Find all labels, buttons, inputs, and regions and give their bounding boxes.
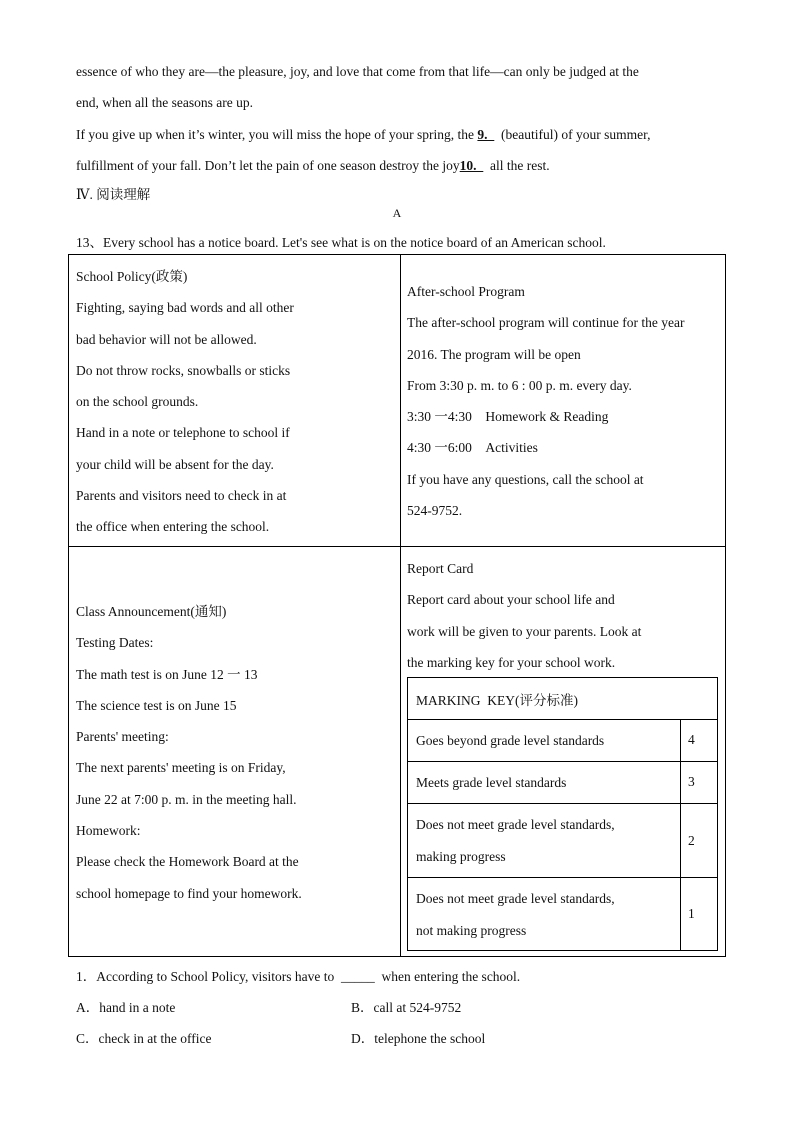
marking-key-table xyxy=(407,677,718,951)
announcement-line: June 22 at 7:00 p. m. in the meeting hall. xyxy=(76,791,297,807)
policy-line: Fighting, saying bad words and all other xyxy=(76,300,294,316)
marking-key-row xyxy=(408,719,717,761)
passage-text: If you give up when it’s winter, you will miss the hope of your spring, the xyxy=(76,127,478,142)
question-1-stem: 1．According to School Policy, visitors have to _____ when entering the school. xyxy=(76,969,521,984)
announcement-line: The next parents' meeting is on Friday, xyxy=(76,760,286,776)
marking-key-score: 4 xyxy=(688,732,695,747)
policy-line: your child will be absent for the day. xyxy=(76,456,274,472)
after-school-line: If you have any questions, call the school at xyxy=(407,471,644,487)
announcement-line: Testing Dates: xyxy=(76,635,154,651)
after-school-line: 524-9752. xyxy=(407,503,463,519)
announcement-line: school homepage to find your homework. xyxy=(76,885,302,901)
marking-key-row xyxy=(408,761,717,803)
policy-line: Parents and visitors need to check in at xyxy=(76,488,287,504)
marking-key-description: making progress xyxy=(416,848,506,864)
class-announcement-cell xyxy=(76,596,302,909)
after-school-cell xyxy=(407,276,685,526)
marking-key-divider xyxy=(680,878,681,950)
option-c[interactable]: C．check in at the office xyxy=(76,1031,212,1046)
report-card-cell xyxy=(407,553,641,678)
marking-key-description: Meets grade level standards xyxy=(416,775,567,790)
marking-key-divider xyxy=(680,804,681,877)
passage-line-1: essence of who they are—the pleasure, joy, and love that come from that life—can only be judged at the xyxy=(76,64,639,79)
after-school-line: From 3:30 p. m. to 6 : 00 p. m. every day. xyxy=(407,377,632,393)
marking-key-score: 2 xyxy=(688,833,695,848)
after-school-line: 4:30 一6:00 Activities xyxy=(407,440,538,456)
marking-key-divider xyxy=(680,720,681,761)
policy-line: the office when entering the school. xyxy=(76,519,270,535)
policy-line: Do not throw rocks, snowballs or sticks xyxy=(76,362,291,378)
passage-line-3 xyxy=(76,127,650,143)
policy-line: on the school grounds. xyxy=(76,394,199,410)
passage-line-2: end, when all the seasons are up. xyxy=(76,95,253,110)
marking-key-description: Does not meet grade level standards, xyxy=(416,817,615,832)
class-announcement-title: Class Announcement(通知) xyxy=(76,604,227,619)
report-card-line: Report card about your school life and xyxy=(407,592,615,608)
report-card-line: the marking key for your school work. xyxy=(407,654,616,670)
announcement-line: The science test is on June 15 xyxy=(76,697,237,713)
marking-key-description: not making progress xyxy=(416,922,527,938)
option-a[interactable]: A．hand in a note xyxy=(76,1000,176,1015)
table-divider xyxy=(69,546,725,547)
marking-key-title: MARKING KEY(评分标准) xyxy=(416,693,578,708)
part-label: A xyxy=(392,206,402,220)
blank-9[interactable]: 9. xyxy=(477,127,495,142)
announcement-line: Parents' meeting: xyxy=(76,729,169,745)
marking-key-row xyxy=(408,803,717,877)
after-school-line: The after-school program will continue for the year xyxy=(407,315,685,331)
policy-line: Hand in a note or telephone to school if xyxy=(76,425,290,441)
marking-key-score: 1 xyxy=(688,906,695,921)
marking-key-description: Goes beyond grade level standards xyxy=(416,733,605,748)
passage-text: all the rest. xyxy=(483,158,550,173)
passage-text: (beautiful) of your summer, xyxy=(494,127,651,142)
option-b[interactable]: B．call at 524-9752 xyxy=(351,1000,462,1015)
report-card-title: Report Card xyxy=(407,561,474,576)
announcement-line: The math test is on June 12 一 13 xyxy=(76,666,258,682)
option-d[interactable]: D．telephone the school xyxy=(351,1031,486,1046)
marking-key-score: 3 xyxy=(688,774,695,789)
after-school-line: 3:30 一4:30 Homework & Reading xyxy=(407,409,609,425)
announcement-line: Please check the Homework Board at the xyxy=(76,854,299,870)
blank-10[interactable]: 10. xyxy=(459,158,484,173)
passage-line-4 xyxy=(76,158,550,174)
after-school-title: After-school Program xyxy=(407,284,525,299)
passage-text: fulfillment of your fall. Don’t let the pain of one season destroy the joy xyxy=(76,158,460,173)
marking-key-row xyxy=(408,877,717,950)
notice-board-table xyxy=(68,254,726,957)
marking-key-divider xyxy=(680,762,681,803)
after-school-line: 2016. The program will be open xyxy=(407,346,581,362)
policy-line: bad behavior will not be allowed. xyxy=(76,331,257,347)
school-policy-title: School Policy(政策) xyxy=(76,269,188,284)
table-divider xyxy=(400,255,401,956)
report-card-line: work will be given to your parents. Look at xyxy=(407,623,642,639)
question-13: 13、Every school has a notice board. Let's see what is on the notice board of an American school. xyxy=(76,235,606,250)
marking-key-description: Does not meet grade level standards, xyxy=(416,891,615,906)
section-heading: Ⅳ. 阅读理解 xyxy=(76,187,151,202)
announcement-line: Homework: xyxy=(76,823,141,839)
school-policy-cell xyxy=(76,261,294,543)
